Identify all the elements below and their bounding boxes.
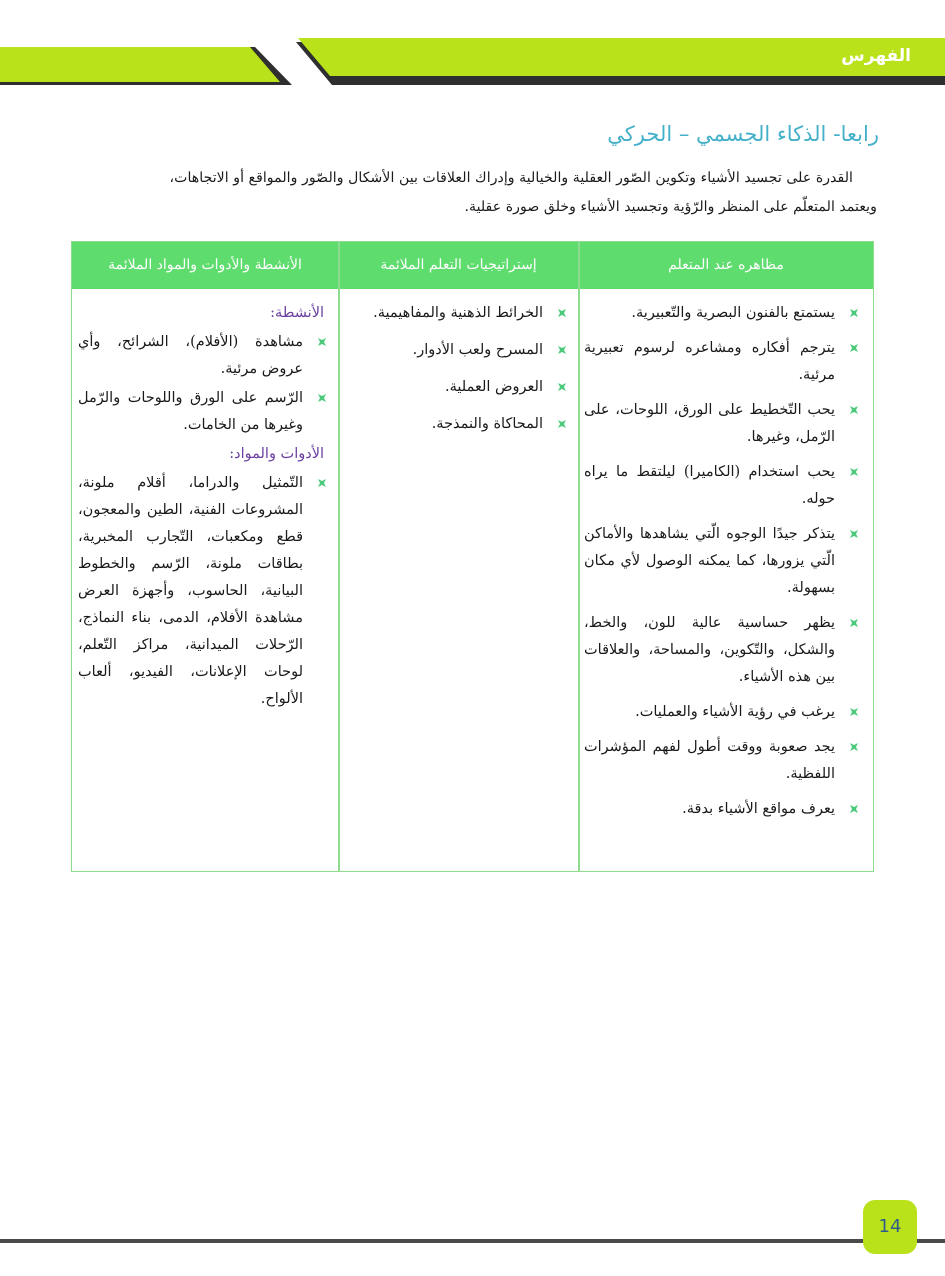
list-item: يتذكر جيدًا الوجوه الّتي يشاهدها والأماكن الّتي يزورها، كما يمكنه الوصول لأي مكان بسهولة. [584, 521, 862, 602]
bullet-icon [850, 344, 858, 352]
intro-line-1: القدرة على تجسيد الأشياء وتكوين الصّور العقلية والخيالية وإدراك العلاقات بين الأشكال والصّور والمواقع أو الاتجاهات، [169, 170, 853, 186]
list-item: يرغب في رؤية الأشياء والعمليات. [584, 699, 862, 726]
footer-rule [0, 1239, 945, 1243]
list-item: يظهر حساسية عالية للون، والخط، والشكل، والتّكوين، والمساحة، والعلاقات بين هذه الأشياء. [584, 610, 862, 691]
list-item: يترجم أفكاره ومشاعره لرسوم تعبيرية مرئية. [584, 335, 862, 389]
list-item: يجد صعوبة ووقت أطول لفهم المؤشرات اللفظية. [584, 734, 862, 788]
bullet-icon [558, 309, 566, 317]
manifestations-column [584, 300, 862, 831]
column-divider [578, 242, 580, 871]
bullet-icon [558, 420, 566, 428]
bullet-icon [850, 708, 858, 716]
list-item: يحب التّخطيط على الورق، اللوحات، على الرّمل، وغيرها. [584, 397, 862, 451]
bullet-icon [558, 383, 566, 391]
header-activities: الأنشطة والأدوات والمواد الملائمة [108, 257, 302, 273]
bullet-icon [318, 479, 326, 487]
bullet-icon [318, 338, 326, 346]
list-item: يحب استخدام (الكاميرا) ليلتقط ما يراه حوله. [584, 459, 862, 513]
bullet-icon [318, 394, 326, 402]
list-item: الخرائط الذهنية والمفاهيمية. [348, 300, 570, 327]
list-item: يستمتع بالفنون البصرية والتّعبيرية. [584, 300, 862, 327]
tools-heading: الأدوات والمواد: [229, 446, 324, 462]
header-left-band [0, 47, 280, 82]
bullet-icon [850, 743, 858, 751]
activities-column [78, 300, 330, 715]
list-item: يعرف مواقع الأشياء بدقة. [584, 796, 862, 823]
page-number: 14 [863, 1200, 917, 1254]
column-divider [338, 242, 340, 871]
intelligence-table [71, 241, 874, 872]
bullet-icon [558, 346, 566, 354]
strategies-column [348, 300, 570, 448]
header-title[interactable]: الفهرس [841, 46, 911, 66]
header-manifestations: مظاهره عند المتعلم [668, 257, 784, 273]
list-item: التّمثيل والدراما، أقلام ملونة، المشروعات الفنية، الطين والمعجون، قطع ومكعبات، التّجارب المخبرية، بطاقات ملونة، الرّسم والخطوط البيانية، الحاسوب، وأجهزة العرض مشاهدة الأفلام، الدمى، بناء النماذج، الرّحلات الميدانية، مراكز التّعلم، لوحات الإعلانات، الفيديو، ألعاب الألواح. [78, 470, 330, 713]
list-item: المسرح ولعب الأدوار. [348, 337, 570, 364]
bullet-icon [850, 406, 858, 414]
bullet-icon [850, 805, 858, 813]
intro-line-2: ويعتمد المتعلّم على المنظر والرّؤية وتجسيد الأشياء وخلق صورة عقلية. [464, 199, 877, 215]
section-title: رابعا- الذكاء الجسمي – الحركي [607, 122, 879, 146]
list-item: العروض العملية. [348, 374, 570, 401]
bullet-icon [850, 309, 858, 317]
bullet-icon [850, 619, 858, 627]
list-item: المحاكاة والنمذجة. [348, 411, 570, 438]
list-item: مشاهدة (الأفلام)، الشرائح، وأي عروض مرئية. [78, 329, 330, 383]
activities-heading: الأنشطة: [270, 305, 324, 321]
header-strategies: إستراتيجيات التعلم الملائمة [380, 257, 537, 273]
bullet-icon [850, 468, 858, 476]
list-item: الرّسم على الورق واللوحات والرّمل وغيرها من الخامات. [78, 385, 330, 439]
intro-paragraph [68, 164, 877, 222]
bullet-icon [850, 530, 858, 538]
